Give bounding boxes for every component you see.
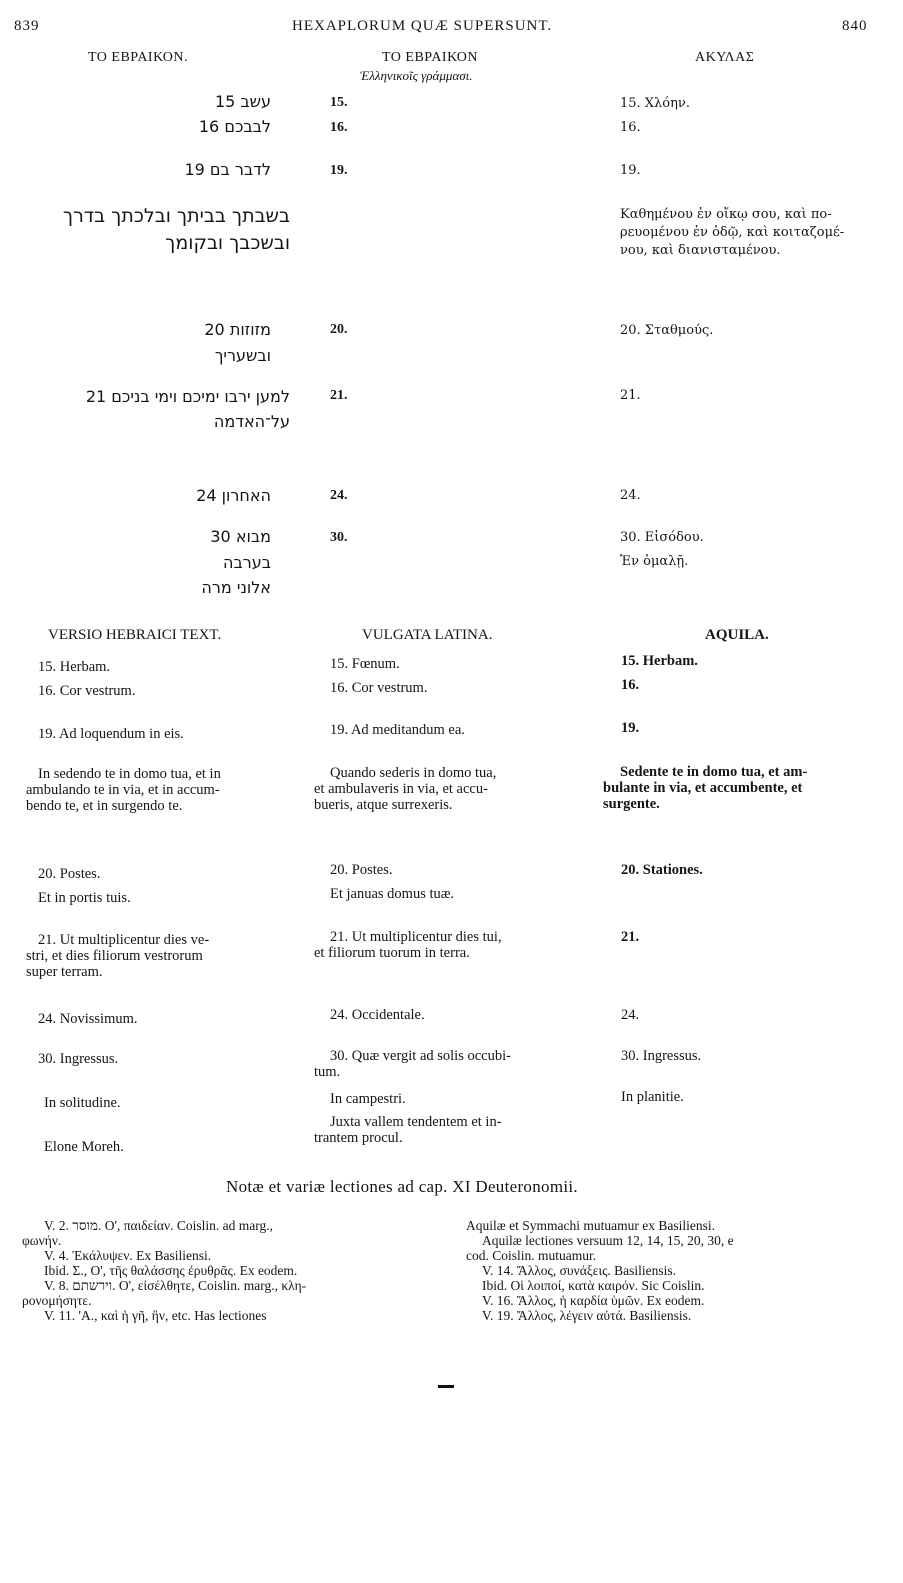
hebrew-verse-15: עשב 15 (214, 92, 271, 111)
latin-heading-aquila: AQUILA. (705, 627, 769, 643)
note-right-line: Aquilæ lectiones versuum 12, 14, 15, 20, 30, e (482, 1233, 734, 1248)
hebrew-verse-30-line2: בערבה (223, 553, 271, 572)
verse-number-19: 19. (330, 163, 348, 178)
aquila-greek-30: 30. Εἰσόδου. (620, 530, 704, 545)
note-left-line: V. 4. Ἐκάλυψεν. Ex Basiliensi. (44, 1248, 212, 1263)
aquila-greek-16: 16. (620, 120, 641, 135)
note-left-line: Ibid. Σ., Ο', τῆς θαλάσσης ἐρυθρᾶς. Ex eodem. (44, 1263, 298, 1278)
vulgata-20: 20. Postes. (330, 862, 393, 878)
aquila-latin-30: 30. Ingressus. (621, 1048, 702, 1064)
versio-21-line3: super terram. (26, 964, 103, 980)
versio-19-para-line1: In sedendo te in domo tua, et in (38, 766, 221, 782)
vulgata-19-para-line1: Quando sederis in domo tua, (330, 765, 497, 781)
aquila-latin-24: 24. (621, 1007, 640, 1023)
column-heading-aquila: ΑΚΥΛΑΣ (695, 50, 755, 65)
versio-30: 30. Ingressus. (38, 1051, 119, 1067)
aquila-greek-21: 21. (620, 388, 641, 403)
page-number-left: 839 (14, 18, 40, 34)
vulgata-19-para-line2: et ambulaveris in via, et accu- (314, 781, 488, 797)
note-left-line: V. 11. 'Α., καὶ ἡ γῆ, ἣν, etc. Has lectiones (44, 1308, 267, 1323)
note-left-line: φωνήν. (22, 1233, 62, 1248)
vulgata-juxta-line2: trantem procul. (314, 1130, 403, 1146)
note-left-line: V. 2. מוסר. Ο', παιδείαν. Coislin. ad marg., (44, 1218, 273, 1233)
aquila-greek-15: 15. Χλόην. (620, 96, 690, 111)
hebrew-verse-20: מזוזות 20 (204, 320, 271, 339)
versio-21-line2: stri, et dies filiorum vestrorum (26, 948, 203, 964)
hebrew-verse-19: לדבר בם 19 (184, 160, 271, 179)
aquila-latin-21: 21. (621, 929, 640, 945)
note-right-line: V. 19. Ἄλλος, λέγειν αὐτά. Basiliensis. (482, 1308, 692, 1323)
verse-number-21: 21. (330, 388, 348, 403)
hebrew-verse-30-line3: אלוני מרה (201, 578, 271, 597)
aquila-latin-16: 16. (621, 677, 640, 693)
hebrew-verse-16: לבבכם 16 (198, 117, 271, 136)
notes-right-column (466, 1218, 886, 1323)
vulgata-30: 30. Quæ vergit ad solis occubi- (330, 1048, 511, 1064)
hebrew-verse-21: למען ירבו ימיכם וימי בניכם 21 (85, 387, 290, 406)
note-left-line: ρονομήσητε. (22, 1293, 92, 1308)
vulgata-campestri: In campestri. (330, 1091, 406, 1107)
notes-title: Notæ et variæ lectiones ad cap. XI Deuteronomii. (226, 1177, 578, 1196)
verse-number-24: 24. (330, 488, 348, 503)
versio-20: 20. Postes. (38, 866, 101, 882)
vulgata-juxta-line1: Juxta vallem tendentem et in- (330, 1114, 502, 1130)
column-heading-hebrew-greek: ΤΟ ΕΒΡΑΙΚΟΝ (382, 50, 478, 65)
column-heading-hebrew: ΤΟ ΕΒΡΑΙΚΟΝ. (88, 50, 188, 65)
page-number-right: 840 (842, 18, 868, 34)
note-right-line: Aquilæ et Symmachi mutuamur ex Basiliensi. (466, 1218, 715, 1233)
aquila-greek-19-line3: νου, καὶ διανισταμένου. (620, 243, 781, 258)
aquila-greek-20: 20. Σταθμούς. (620, 323, 714, 338)
vulgata-16: 16. Cor vestrum. (330, 680, 428, 696)
verse-number-20: 20. (330, 322, 348, 337)
versio-20b: Et in portis tuis. (38, 890, 131, 906)
aquila-greek-19-line1: Καθημένου ἐν οἴκῳ σου, καὶ πο- (620, 207, 832, 222)
aquila-latin-15: 15. Herbam. (621, 653, 698, 669)
running-title: HEXAPLORUM QUÆ SUPERSUNT. (292, 18, 553, 34)
hebrew-verse-19-line2: בשבתך בביתך ובלכתך בדרך (62, 205, 290, 227)
vulgata-15: 15. Fœnum. (330, 656, 400, 672)
note-right-line: cod. Coislin. mutuamur. (466, 1248, 597, 1263)
latin-heading-vulgata: VULGATA LATINA. (362, 627, 493, 643)
note-right-line: V. 14. Ἄλλος, συνάξεις. Basiliensis. (482, 1263, 677, 1278)
hebrew-verse-24: האחרון 24 (196, 486, 271, 505)
versio-solitudine: In solitudine. (44, 1095, 121, 1111)
versio-19-para-line3: bendo te, et in surgendo te. (26, 798, 183, 814)
vulgata-30-line2: tum. (314, 1064, 341, 1080)
versio-24: 24. Novissimum. (38, 1011, 138, 1027)
hebrew-verse-19-line3: ובשכבך ובקומך (165, 232, 290, 254)
note-right-line: Ibid. Οἱ λοιποί, κατὰ καιρόν. Sic Coislin. (482, 1278, 705, 1293)
aquila-latin-19-para-line1: Sedente te in domo tua, et am- (620, 764, 808, 780)
versio-21-line1: 21. Ut multiplicentur dies ve- (38, 932, 210, 948)
vulgata-21-line1: 21. Ut multiplicentur dies tui, (330, 929, 502, 945)
vulgata-19: 19. Ad meditandum ea. (330, 722, 465, 738)
latin-heading-versio: VERSIO HEBRAICI TEXT. (48, 627, 222, 643)
aquila-latin-20: 20. Stationes. (621, 862, 703, 878)
versio-19: 19. Ad loquendum in eis. (38, 726, 184, 742)
aquila-greek-24: 24. (620, 488, 641, 503)
verse-number-16: 16. (330, 120, 348, 135)
hebrew-verse-20-line2: ובשעריך (214, 346, 271, 365)
hebrew-verse-30: מבוא 30 (210, 527, 271, 546)
versio-16: 16. Cor vestrum. (38, 683, 136, 699)
aquila-latin-19-para-line3: surgente. (603, 796, 660, 812)
note-right-line: V. 16. Ἄλλος, ἡ καρδία ὑμῶν. Ex eodem. (482, 1293, 705, 1308)
aquila-greek-19-line2: ρευομένου ἐν ὁδῷ, καὶ κοιταζομέ- (620, 225, 845, 240)
aquila-latin-19-para-line2: bulante in via, et accumbente, et (603, 780, 803, 796)
versio-15: 15. Herbam. (38, 659, 111, 675)
note-left-line: V. 8. וירשתם. Ο', εἰσέλθητε, Coislin. marg., κλη- (44, 1278, 307, 1293)
vulgata-20b: Et januas domus tuæ. (330, 886, 455, 902)
verse-number-30: 30. (330, 530, 348, 545)
hebrew-verse-21-line2: על־האדמה (213, 412, 290, 431)
verse-number-15: 15. (330, 95, 348, 110)
aquila-greek-30-line2: Ἐν ὁμαλῇ. (620, 554, 689, 569)
vulgata-21-line2: et filiorum tuorum in terra. (314, 945, 470, 961)
aquila-latin-planitie: In planitie. (621, 1089, 684, 1105)
versio-elone-moreh: Elone Moreh. (44, 1139, 124, 1155)
vulgata-19-para-line3: bueris, atque surrexeris. (314, 797, 453, 813)
aquila-latin-19: 19. (621, 720, 640, 736)
notes-left-column (22, 1218, 452, 1323)
end-ornament-dash (438, 1385, 454, 1388)
vulgata-24: 24. Occidentale. (330, 1007, 425, 1023)
aquila-greek-19: 19. (620, 163, 641, 178)
column-subheading-greek-letters: Ἑλληνικοῖς γράμμασι. (360, 68, 473, 83)
versio-19-para-line2: ambulando te in via, et in accum- (26, 782, 220, 798)
